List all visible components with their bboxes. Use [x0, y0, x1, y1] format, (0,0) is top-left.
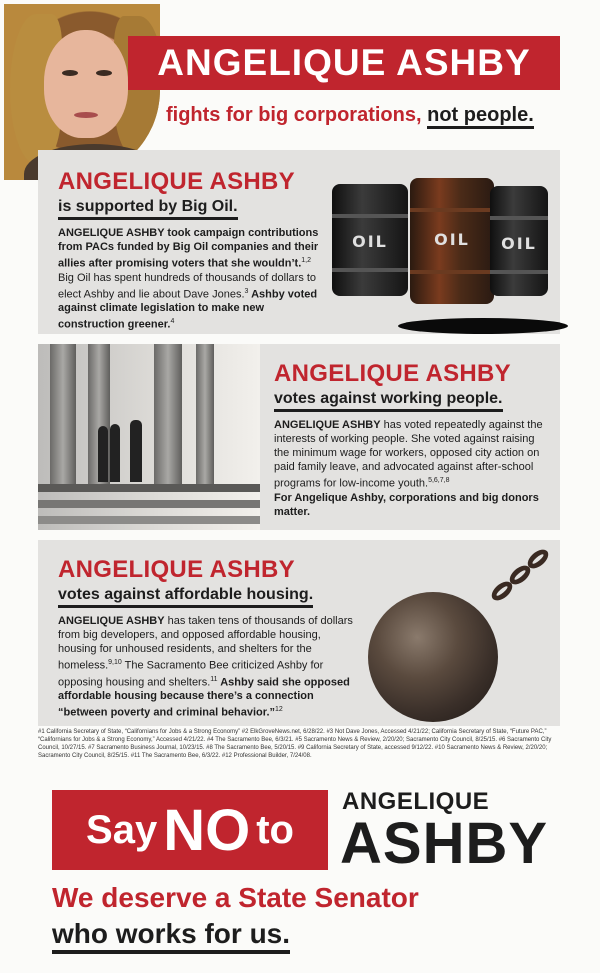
oil-spill	[398, 318, 568, 334]
columns-photo	[38, 344, 260, 530]
header-tagline	[166, 104, 534, 127]
silhouette	[130, 420, 142, 482]
rusty-barrel-image: OIL	[410, 178, 494, 304]
section-title: ANGELIQUE ASHBY	[58, 556, 295, 583]
section-subtitle: votes against working people.	[274, 390, 503, 412]
tagline-emphasis: not people.	[427, 104, 534, 129]
section-affordable-housing	[38, 540, 560, 726]
closing-first-name: ANGELIQUE	[342, 788, 490, 815]
oil-barrel-image: OIL	[490, 186, 548, 296]
silhouette	[110, 424, 120, 482]
closing-line-1: We deserve a State Senator	[52, 882, 419, 913]
closing-last-name: ASHBY	[340, 811, 549, 876]
say-no-banner	[52, 790, 328, 870]
section-big-oil	[38, 150, 560, 334]
header-title: ANGELIQUE ASHBY	[128, 36, 560, 90]
section-body: ANGELIQUE ASHBY has voted repeatedly against the interests of working people. She voted against raising the minimum wage for workers, opposed city action on paid family leave, and advocated against after-school programs for low-income youth.$^{5,6,7,8}$ For Angelique Ashby, corporations and big donors matter.	[274, 419, 543, 518]
section-working-people	[38, 344, 560, 530]
section-title: ANGELIQUE ASHBY	[58, 168, 295, 195]
say-text: Say	[86, 807, 158, 852]
closing-line-2: who works for us.	[52, 918, 290, 954]
silhouette	[98, 426, 108, 482]
no-text: NO	[163, 797, 251, 863]
section-subtitle: votes against affordable housing.	[58, 586, 313, 608]
oil-barrel-image: OIL	[332, 184, 408, 296]
tagline-prefix: fights for big corporations,	[166, 104, 422, 126]
section-body: ANGELIQUE ASHBY took campaign contributions from PACs funded by Big Oil companies and their allies after promising voters that she wouldn’t.$^{1,2}$ Big Oil has spent hundreds of thousands of dollars to elect Ashby and lie about Dave Jones.$^3$ Ashby voted against climate legislation to make new construction greener.$^4$	[58, 227, 319, 331]
section-title: ANGELIQUE ASHBY	[274, 360, 511, 387]
section-body: ANGELIQUE ASHBY has taken tens of thousands of dollars from big developers, and opposed affordable housing, housing for unhoused residents, and shelters for the homeless.$^{9,10}$ The Sacramento Bee criticized Ashby for opposing housing and shelters.$^{11}$ Ashby said she opposed affordable housing because there’s a connection “between poverty and criminal behavior.”$^{12}$	[58, 615, 353, 719]
section-subtitle: is supported by Big Oil.	[58, 198, 238, 220]
wrecking-ball-image	[368, 592, 498, 722]
footnotes: #1 California Secretary of State, “Californians for Jobs & a Strong Economy” #2 ElkGroveNews.net, 6/28/22. #3 Not Dave Jones, Accessed 4/21/22; California Secretary of State, “Future PAC,” “Californians for Jobs & a Strong Economy,” Accessed 4/21/22. #4 The Sacramento Bee, 6/3/21. #5 Sacramento News & Review, 2/20/20; Sacramento City Council, 8/25/15. #6 Sacramento City Council, 10/27/15. #7 Sacramento Business Journal, 10/23/15. #8 The Sacramento Bee, 5/20/15. #9 California Secretary of State, accessed 9/12/22. #10 Sacramento News & Review, 2/20/20; Sacramento City Council, 8/25/15. #11 The Sacramento Bee, 6/3/22. #12 Professional Builder, 7/24/08.	[38, 729, 552, 759]
to-text: to	[256, 807, 294, 852]
